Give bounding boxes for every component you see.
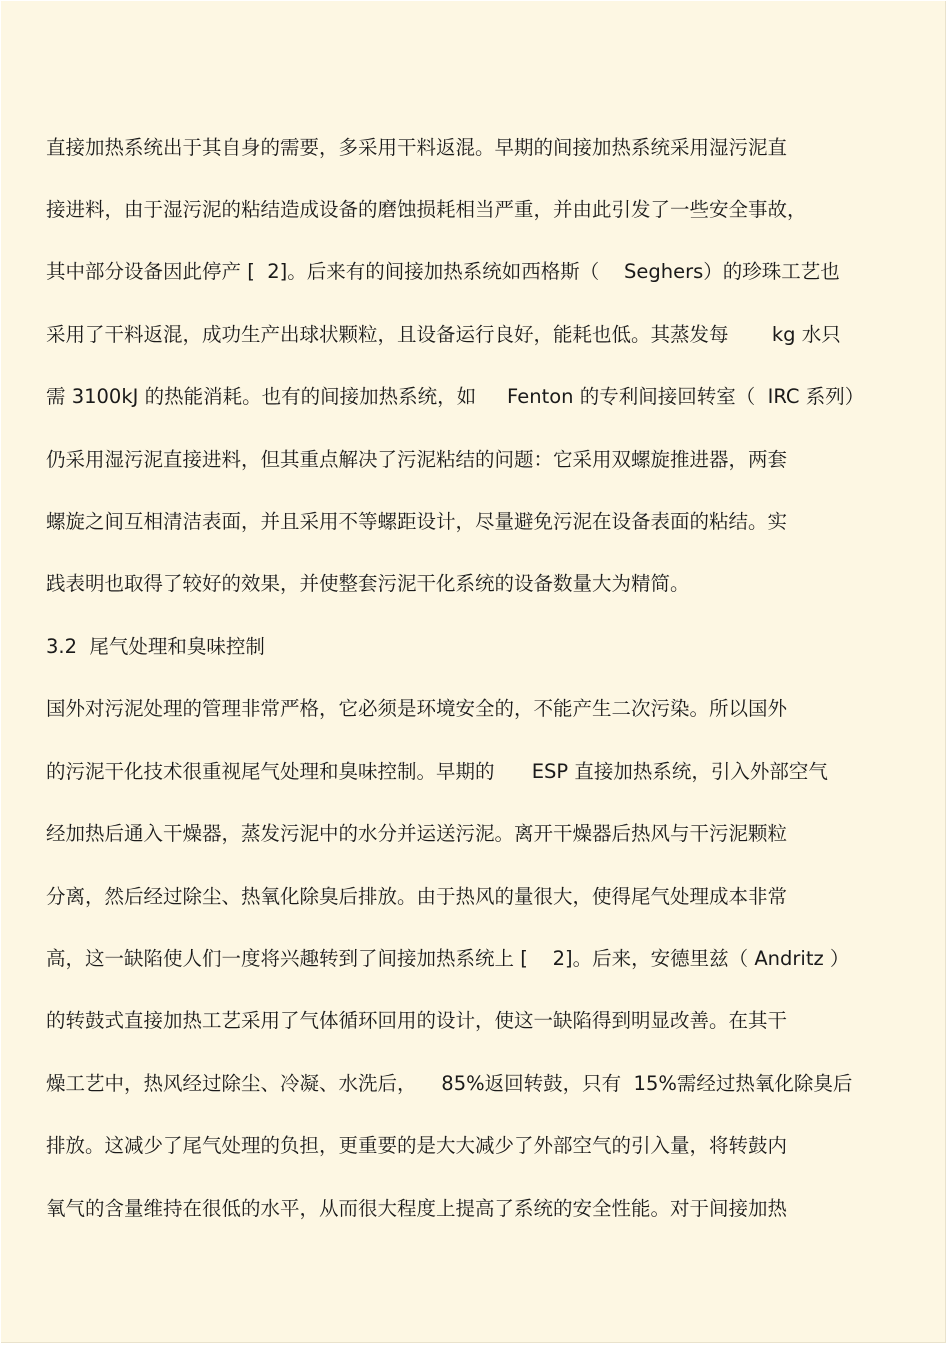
paragraph-line: 排放。这减少了尾气处理的负担，更重要的是大大减少了外部空气的引入量，将转鼓内 xyxy=(46,1134,788,1157)
paragraph-line: 采用了干料返混，成功生产出球状颗粒，且设备运行良好，能耗也低。其蒸发每 kg 水只 xyxy=(46,323,841,346)
paragraph-line: 燥工艺中，热风经过除尘、冷凝、水洗后， 85%返回转鼓，只有 15%需经过热氧化除臭后 xyxy=(46,1072,853,1095)
paragraph-line: 其中部分设备因此停产 [ 2]。后来有的间接加热系统如西格斯（ Seghers）的珍珠工艺也 xyxy=(46,260,840,283)
paragraph-line: 国外对污泥处理的管理非常严格，它必须是环境安全的，不能产生二次污染。所以国外 xyxy=(46,697,788,720)
paragraph-line: 经加热后通入干燥器，蒸发污泥中的水分并运送污泥。离开干燥器后热风与干污泥颗粒 xyxy=(46,822,788,845)
paragraph-line: 的转鼓式直接加热工艺采用了气体循环回用的设计，使这一缺陷得到明显改善。在其干 xyxy=(46,1009,788,1032)
paragraph-line: 氧气的含量维持在很低的水平，从而很大程度上提高了系统的安全性能。对于间接加热 xyxy=(46,1197,788,1220)
paragraph-line: 的污泥干化技术很重视尾气处理和臭味控制。早期的 ESP 直接加热系统，引入外部空气 xyxy=(46,760,828,783)
paragraph-line: 接进料，由于湿污泥的粘结造成设备的磨蚀损耗相当严重，并由此引发了一些安全事故， xyxy=(46,198,807,221)
paragraph-line: 践表明也取得了较好的效果，并使整套污泥干化系统的设备数量大为精简。 xyxy=(46,572,690,595)
paragraph-line: 螺旋之间互相清洁表面，并且采用不等螺距设计，尽量避免污泥在设备表面的粘结。实 xyxy=(46,510,788,533)
paragraph-line: 直接加热系统出于其自身的需要，多采用干料返混。早期的间接加热系统采用湿污泥直 xyxy=(46,136,788,159)
paragraph-line: 高，这一缺陷使人们一度将兴趣转到了间接加热系统上 [ 2]。后来，安德里兹（ Andritz ） xyxy=(46,947,850,970)
paragraph-line: 分离，然后经过除尘、热氧化除臭后排放。由于热风的量很大，使得尾气处理成本非常 xyxy=(46,885,788,908)
section-heading: 3.2 尾气处理和臭味控制 xyxy=(46,635,265,658)
document-page xyxy=(1,1,946,1343)
paragraph-line: 需 3100kJ 的热能消耗。也有的间接加热系统，如 Fenton 的专利间接回转室（ IRC 系列） xyxy=(46,385,865,408)
paragraph-line: 仍采用湿污泥直接进料，但其重点解决了污泥粘结的问题：它采用双螺旋推进器，两套 xyxy=(46,448,788,471)
